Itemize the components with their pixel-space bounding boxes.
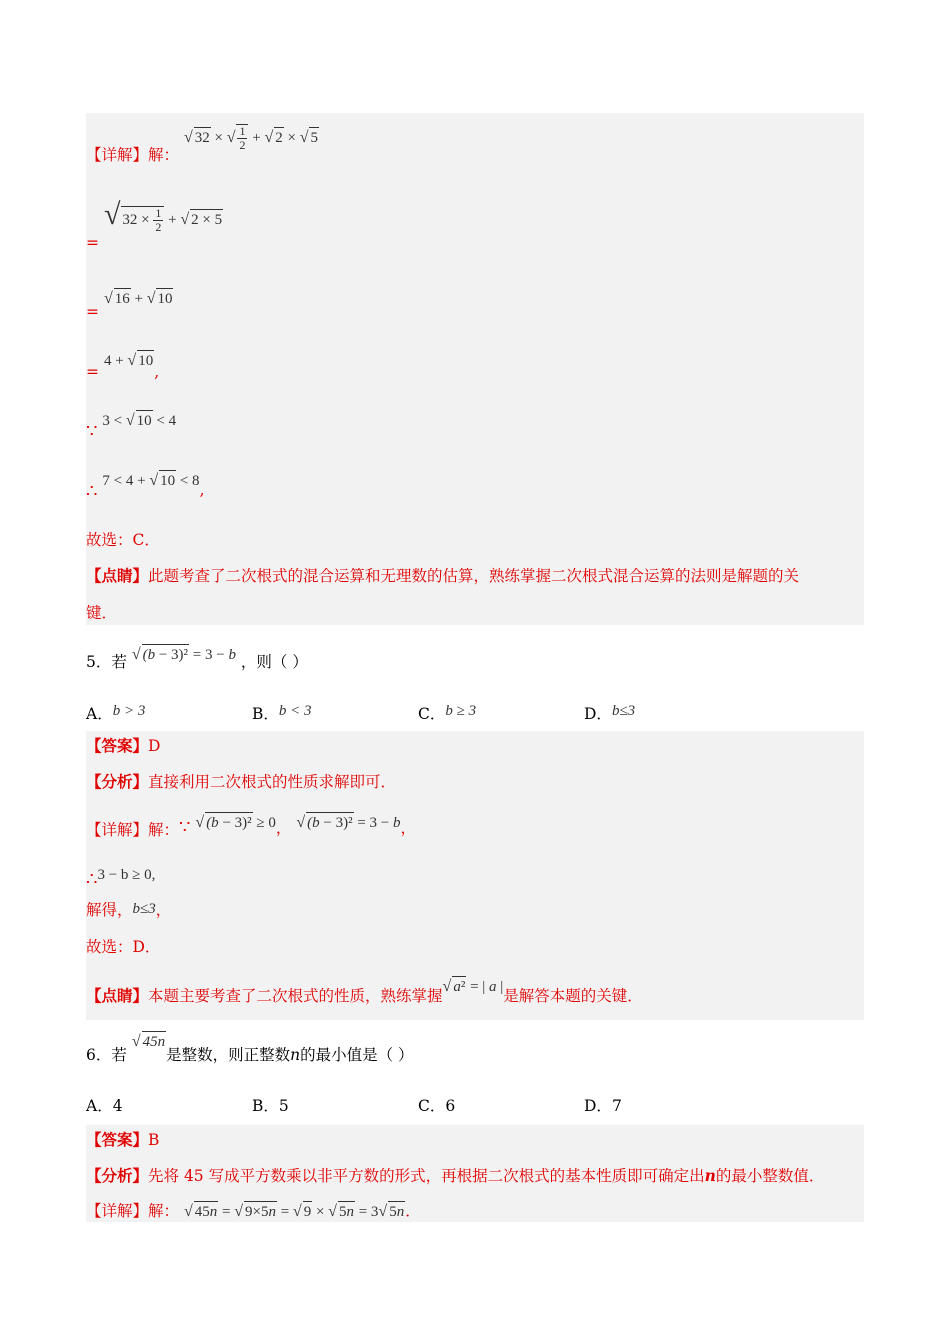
- detail-label: 【详解】解：: [86, 145, 180, 164]
- q4-step-3: [86, 288, 173, 321]
- because-symbol: ∵: [86, 421, 98, 442]
- q4-therefore-line: ∴ 7 < 4 + √ 10 < 8,: [86, 472, 205, 502]
- note-text-a: 本题主要考查了二次根式的性质，熟练掌握: [148, 987, 443, 1005]
- q5-condition: √ (b − 3)² = 3 − b: [131, 646, 236, 663]
- therefore-symbol: ∴: [86, 869, 98, 890]
- q6-analysis: [86, 1166, 824, 1186]
- q5-detail-expr-3: 3 − b ≥ 0,: [97, 867, 156, 883]
- q6-stem-tail: 的最小值是（ ）: [300, 1046, 414, 1064]
- q5-stem: [86, 646, 308, 673]
- q6-number: 6．若: [86, 1046, 127, 1064]
- q4-step-4: = 4 + √ 10,: [86, 352, 160, 381]
- q5-analysis: [86, 772, 396, 792]
- analysis-label: 【分析】: [86, 1166, 149, 1185]
- solve-expr: b≤3: [132, 901, 156, 917]
- q5-solve: 解得，b≤3，: [86, 901, 172, 919]
- q6-option-d[interactable]: D．7: [584, 1097, 622, 1115]
- q6-detail-expr: √ 45n = √ 9×5n = √ 9 × √ 5n = 3√ 5n: [183, 1203, 405, 1220]
- equals-sign: =: [86, 303, 99, 321]
- q5-detail-expr-2: √ (b − 3)² = 3 − b: [296, 814, 401, 831]
- q6-option-c[interactable]: C．6: [418, 1097, 456, 1115]
- answer-label: 【答案】: [86, 736, 149, 755]
- analysis-label: 【分析】: [86, 772, 149, 791]
- q5-note: [86, 978, 643, 1007]
- step-3-expr: √ 16 + √ 10: [103, 290, 173, 307]
- answer-label: 【答案】: [86, 1130, 149, 1149]
- q6-answer: [86, 1130, 159, 1150]
- detail-label: 【详解】解：: [86, 1202, 180, 1220]
- therefore-symbol: ∴: [86, 481, 98, 502]
- equals-sign: =: [86, 234, 99, 252]
- analysis-text-b: 的最小整数值．: [715, 1167, 825, 1185]
- q6-option-a[interactable]: A．4: [86, 1097, 123, 1115]
- because-symbol: ∵: [179, 817, 191, 838]
- q4-detail-line: [86, 124, 319, 164]
- q5-answer-line: 故选：D．: [86, 938, 161, 956]
- q6-stem: [86, 1033, 414, 1066]
- note-expr: √ a² = | a |: [442, 978, 504, 995]
- q6-radical: √ 45n: [131, 1033, 166, 1050]
- q4-because-line: [86, 410, 177, 442]
- q5-option-d[interactable]: D．b≤3: [584, 703, 636, 723]
- answer-value: D: [148, 737, 161, 755]
- detail-label: 【详解】解：: [86, 821, 180, 839]
- q6-detail: 【详解】解： √ 45n = √ 9×5n = √ 9 × √ 5n = 3√ 5n．: [86, 1202, 421, 1220]
- q5-tail: ，则（ ）: [240, 653, 308, 671]
- analysis-var: n: [704, 1166, 716, 1185]
- note-label: 【点睛】: [86, 566, 149, 585]
- q5-answer: [86, 736, 160, 756]
- q4-step-2: [86, 198, 223, 252]
- q4-note-line-2: 键．: [86, 604, 118, 622]
- answer-value: B: [148, 1131, 160, 1149]
- q5-detail: 【详解】解：∵ √ (b − 3)² ≥ 0， √ (b − 3)² = 3 − b，: [86, 814, 416, 839]
- note-label: 【点睛】: [86, 986, 149, 1005]
- q6-var: n: [290, 1046, 301, 1064]
- q5-option-a[interactable]: A．b > 3: [86, 703, 146, 723]
- step-2-expr: √ 32 × $\frac{1}{2}$ + √ 2 × 5: [103, 198, 223, 235]
- solve-label: 解得，: [86, 901, 133, 919]
- q6-option-b[interactable]: B．5: [252, 1097, 289, 1115]
- note-text: 此题考查了二次根式的混合运算和无理数的估算，熟练掌握二次根式混合运算的法则是解题的关: [148, 567, 800, 585]
- q4-solution-block: [86, 113, 864, 625]
- expr-1: √ 32 × √ $\frac{1}{2}$ + √ 2 × √ 5: [183, 124, 318, 152]
- q6-stem-text: 是整数，则正整数: [166, 1046, 291, 1064]
- q5-option-c[interactable]: C．b ≥ 3: [418, 703, 477, 723]
- q5-option-b[interactable]: B．b < 3: [252, 703, 312, 723]
- analysis-text: 直接利用二次根式的性质求解即可．: [148, 773, 397, 791]
- q4-note-line-1: [86, 566, 799, 586]
- inequality-2: 7 < 4 + √ 10 < 8: [102, 472, 200, 489]
- inequality-1: 3 < √ 10 < 4: [102, 412, 177, 429]
- equals-sign: =: [86, 363, 99, 381]
- q5-therefore: [86, 864, 156, 890]
- q4-answer-line: 故选：C．: [86, 531, 160, 549]
- analysis-text-a: 先将 45 写成平方数乘以非平方数的形式，再根据二次根式的基本性质即可确定出: [148, 1167, 705, 1185]
- q5-number: 5．若: [86, 653, 127, 671]
- q5-detail-expr-1: √ (b − 3)² ≥ 0: [195, 814, 276, 831]
- step-4-expr: 4 + √ 10: [103, 352, 154, 369]
- note-text-b: 是解答本题的关键．: [503, 987, 643, 1005]
